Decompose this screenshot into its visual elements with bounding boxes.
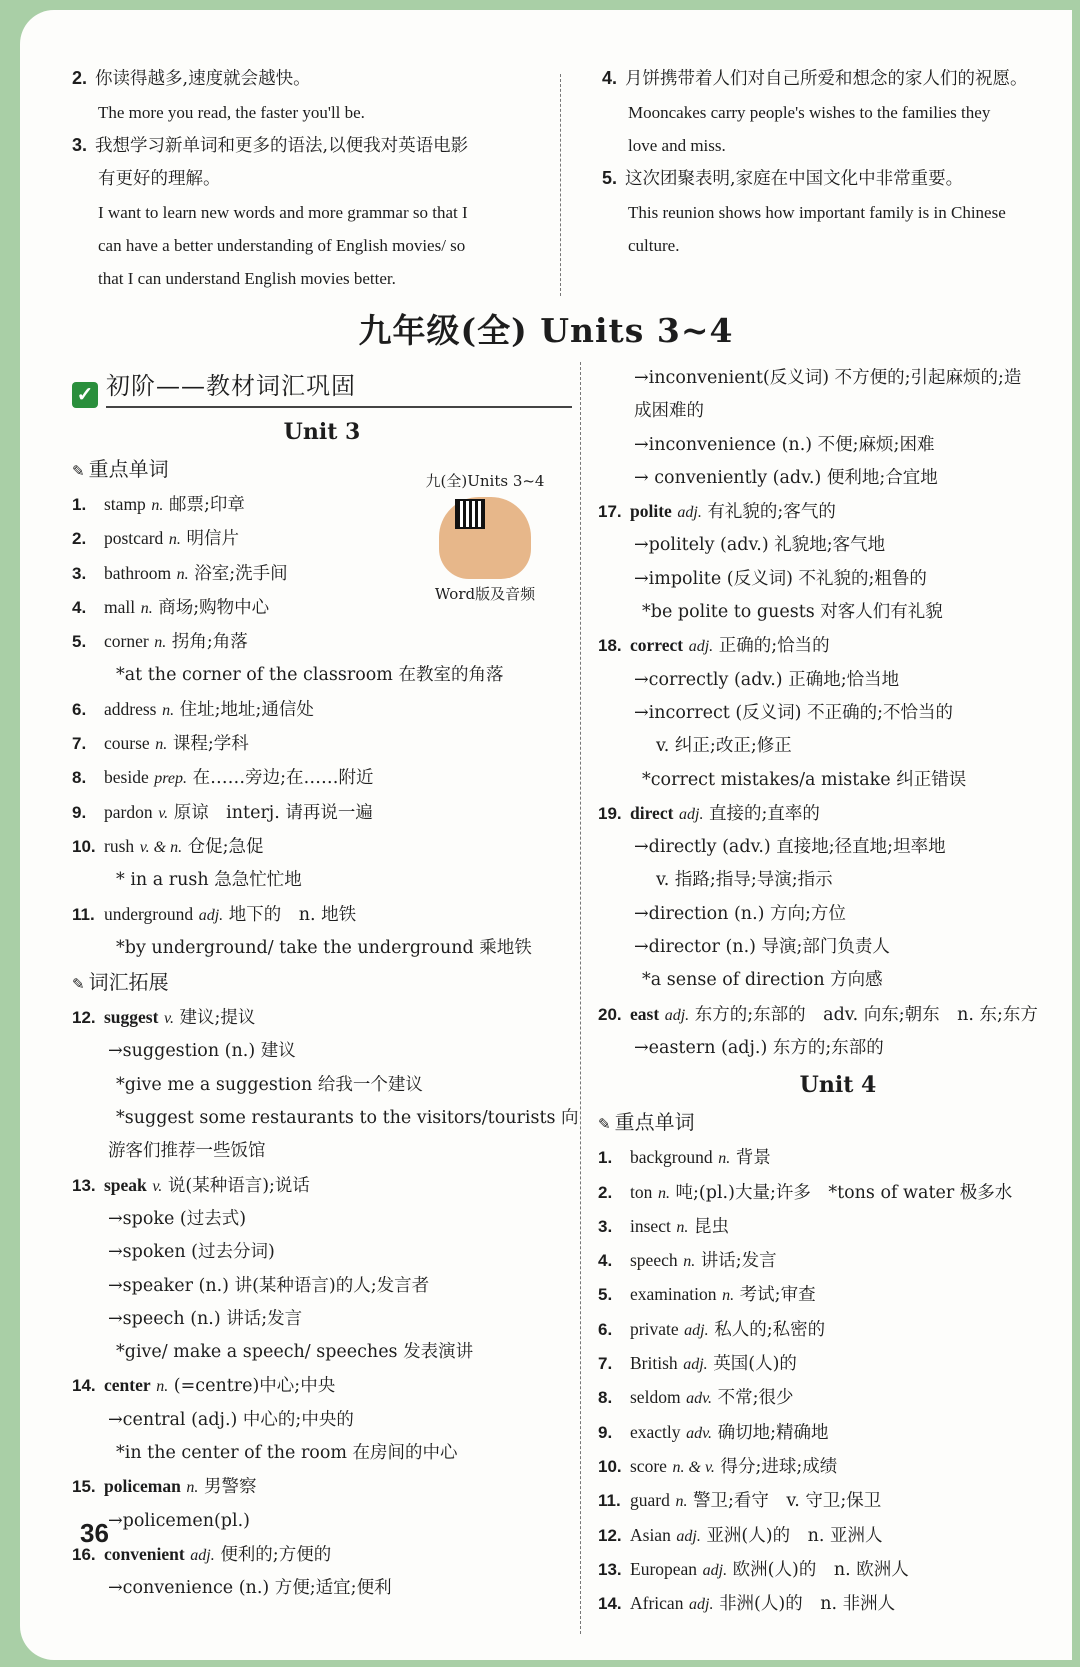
subsection-expand — [72, 965, 572, 1001]
entry-number: 9. — [598, 1422, 613, 1442]
vocab-line — [598, 664, 1078, 697]
vocab-list-unit4 — [598, 1141, 1078, 1621]
entry-meaning: 地下的 n. 地铁 — [228, 904, 357, 925]
vocab-line — [598, 797, 1078, 831]
check-icon: ✓ — [72, 382, 98, 408]
entry-pos: adv. — [686, 1424, 713, 1442]
pen-icon: ✎ — [72, 462, 85, 480]
entry-note: →directly (adv.) 直接地;径直地;坦率地 — [634, 837, 946, 858]
sentence-en: Mooncakes carry people's wishes to the families they — [628, 103, 991, 122]
entry-meaning: 便利的;方便的 — [220, 1544, 332, 1565]
vocab-line — [598, 1450, 1078, 1484]
vocab-line — [598, 764, 1078, 797]
vocab-line — [72, 1270, 572, 1303]
vocab-line — [72, 1001, 572, 1035]
entry-number: 4. — [598, 1251, 613, 1271]
entry-note: *correct mistakes/a mistake 纠正错误 — [642, 769, 967, 790]
vocab-line — [72, 1505, 572, 1538]
vocab-line — [598, 1416, 1078, 1450]
sentence-cn: 这次团聚表明,家庭在中国文化中非常重要。 — [625, 169, 964, 189]
entry-number: 7. — [72, 734, 87, 754]
vocab-line — [598, 563, 1078, 596]
entry-pos: n. — [162, 701, 175, 719]
vocab-line — [598, 1313, 1078, 1347]
sentence-en: can have a better understanding of English movies/ so — [98, 236, 466, 255]
entry-number: 19. — [598, 803, 622, 823]
entry-pos: n. — [657, 1184, 670, 1202]
entry-meaning: (=centre)中心;中央 — [173, 1376, 336, 1397]
entry-number: 20. — [598, 1004, 622, 1024]
entry-meaning: 浴室;洗手间 — [194, 563, 288, 584]
entry-number: 13. — [598, 1559, 622, 1579]
sentence-en: This reunion shows how important family is in Chinese — [628, 203, 1006, 222]
entry-note: →spoken (过去分词) — [108, 1242, 275, 1263]
entry-pos: n. — [176, 565, 189, 583]
entry-word: exactly — [630, 1421, 681, 1442]
sentence-number: 4. — [602, 68, 618, 88]
vocab-line — [72, 1169, 572, 1203]
entry-note: →politely (adv.) 礼貌地;客气地 — [634, 535, 886, 556]
page-title: 九年级(全) Units 3~4 — [358, 311, 734, 350]
entry-number: 3. — [598, 1216, 613, 1236]
vocab-line — [598, 1032, 1078, 1065]
entry-note: →correctly (adv.) 正确地;恰当地 — [634, 669, 900, 690]
entry-note: →incorrect (反义词) 不正确的;不恰当的 — [634, 702, 953, 723]
entry-word: mall — [104, 596, 136, 617]
entry-word: correct — [630, 635, 684, 656]
entry-note: *give/ make a speech/ speeches 发表演讲 — [116, 1342, 474, 1363]
qr-code-icon — [457, 501, 483, 527]
entry-pos: n. — [156, 1378, 169, 1396]
subsection-title: 重点单词 — [88, 457, 169, 481]
vocab-line — [72, 932, 572, 965]
entry-word: background — [630, 1147, 713, 1168]
entry-meaning: 英国(人)的 — [713, 1354, 797, 1375]
entry-word: suggest — [104, 1007, 159, 1028]
section-title: 初阶——教材词汇巩固 — [106, 370, 572, 408]
pen-icon: ✎ — [72, 975, 85, 994]
entry-number: 5. — [72, 632, 87, 652]
entry-note: →central (adj.) 中心的;中央的 — [108, 1409, 354, 1430]
entry-number: 2. — [598, 1182, 613, 1202]
sentence-cn: 有更好的理解。 — [98, 169, 221, 189]
entry-word: polite — [630, 501, 672, 522]
entry-note: 游客们推荐一些饭馆 — [108, 1141, 266, 1162]
entry-pos: n. — [675, 1493, 688, 1511]
entry-meaning: 住址;地址;通信处 — [179, 699, 314, 720]
sentence-en: The more you read, the faster you'll be. — [98, 103, 365, 122]
sentence-5 — [602, 162, 1070, 196]
vocab-line — [598, 1141, 1078, 1175]
right-column — [598, 362, 1078, 1621]
entry-meaning: 考试;审查 — [739, 1285, 816, 1306]
vocab-line — [598, 1519, 1078, 1553]
entry-note: →impolite (反义词) 不礼貌的;粗鲁的 — [634, 568, 927, 589]
entry-pos: n. — [154, 634, 167, 652]
entry-meaning: 课程;学科 — [172, 734, 249, 755]
entry-number: 12. — [598, 1525, 622, 1545]
entry-meaning: 吨;(pl.)大量;许多 *tons of water 极多水 — [675, 1182, 1013, 1203]
entry-number: 8. — [598, 1388, 613, 1408]
page — [20, 10, 1072, 1660]
entry-note: →inconvenience (n.) 不便;麻烦;困难 — [634, 434, 935, 455]
pen-icon: ✎ — [598, 1115, 611, 1134]
entry-number: 1. — [598, 1148, 613, 1168]
entry-pos: adj. — [688, 638, 714, 656]
entry-meaning: 邮票;印章 — [168, 495, 245, 515]
subsection-title: 重点单词 — [614, 1110, 695, 1135]
entry-note: →director (n.) 导演;部门负责人 — [634, 937, 890, 958]
entry-meaning: 明信片 — [186, 529, 239, 550]
entry-word: corner — [104, 631, 149, 652]
entry-meaning: 讲话;发言 — [700, 1251, 777, 1272]
qr-label-bottom: Word版及音频 — [434, 585, 536, 603]
vocab-line — [72, 1369, 572, 1403]
entry-note: *a sense of direction 方向感 — [642, 970, 883, 991]
entry-pos: n. — [140, 599, 153, 617]
vocab-line — [598, 1176, 1078, 1210]
entry-meaning: 正确的;恰当的 — [718, 636, 830, 657]
vocab-line — [598, 596, 1078, 629]
entry-number: 17. — [598, 502, 622, 522]
entry-word: stamp — [104, 494, 146, 514]
entry-pos: n. — [151, 497, 164, 514]
entry-meaning: 不常;很少 — [717, 1388, 794, 1409]
vocab-line — [72, 830, 572, 864]
sentence-cn: 月饼携带着人们对自己所爱和想念的家人们的祝愿。 — [625, 69, 1028, 89]
unit-3-title: Unit 3 — [283, 419, 361, 445]
entry-word: examination — [630, 1284, 717, 1305]
vocab-line — [598, 1210, 1078, 1244]
entry-word: African — [630, 1593, 684, 1614]
vocab-line — [72, 898, 572, 932]
entry-note: v. 指路;指导;导演;指示 — [656, 870, 833, 891]
entry-word: speak — [104, 1174, 147, 1195]
vocab-line — [72, 1470, 572, 1504]
entry-word: bathroom — [104, 562, 172, 583]
sentence-en: that I can understand English movies better. — [98, 269, 396, 288]
entry-word: beside — [104, 767, 149, 788]
qr-block — [410, 470, 560, 603]
entry-number: 3. — [72, 563, 87, 583]
entry-pos: v. — [152, 1177, 163, 1195]
qr-code-bear-icon[interactable] — [439, 497, 531, 579]
entry-pos: adj. — [664, 1006, 690, 1024]
entry-word: speech — [630, 1250, 678, 1271]
vocab-line — [598, 831, 1078, 864]
vocab-line — [598, 462, 1078, 495]
vocab-list-expand — [72, 1001, 579, 1605]
entry-meaning: 背景 — [735, 1148, 771, 1169]
entry-number: 11. — [598, 1491, 621, 1511]
entry-meaning: 私人的;私密的 — [714, 1319, 826, 1340]
entry-word: private — [630, 1318, 679, 1339]
entry-meaning: 直接的;直率的 — [709, 803, 820, 824]
entry-word: insect — [630, 1215, 671, 1236]
entry-note: * in a rush 急急忙忙地 — [116, 870, 302, 891]
entry-note: →direction (n.) 方向;方位 — [634, 903, 846, 924]
vocab-line — [598, 429, 1078, 462]
vocab-line — [72, 1572, 572, 1605]
vocab-line — [72, 864, 572, 897]
vocab-line — [72, 1437, 572, 1470]
entry-word: ton — [630, 1181, 653, 1202]
entry-pos: n. — [722, 1287, 735, 1305]
entry-note: →eastern (adj.) 东方的;东部的 — [634, 1037, 884, 1058]
entry-number: 5. — [598, 1285, 613, 1305]
entry-meaning: 东方的;东部的 adv. 向东;朝东 n. 东;东方 — [694, 1004, 1038, 1025]
entry-word: Asian — [630, 1524, 671, 1545]
sentence-number: 3. — [72, 135, 88, 155]
entry-meaning: 亚洲(人)的 n. 亚洲人 — [706, 1525, 883, 1546]
entry-number: 6. — [598, 1319, 613, 1339]
entry-note: →inconvenient(反义词) 不方便的;引起麻烦的;造 — [634, 368, 1022, 388]
entry-number: 14. — [598, 1594, 622, 1614]
entry-meaning: 男警察 — [203, 1477, 257, 1498]
vocab-line — [598, 1347, 1078, 1381]
entry-number: 4. — [72, 597, 87, 617]
vocab-line — [72, 1538, 572, 1572]
entry-meaning: 警卫;看守 v. 守卫;保卫 — [693, 1491, 882, 1512]
entry-number: 1. — [72, 495, 87, 514]
entry-word: course — [104, 733, 150, 754]
sentence-cn: 我想学习新单词和更多的语法,以便我对英语电影 — [95, 136, 469, 156]
entry-meaning: 非洲(人)的 n. 非洲人 — [719, 1594, 896, 1615]
entry-number: 7. — [598, 1354, 613, 1374]
vocab-line — [598, 1553, 1078, 1587]
vocab-line — [72, 1303, 572, 1336]
entry-pos: n. — [155, 736, 168, 754]
entry-word: British — [630, 1353, 678, 1374]
entry-note: *give me a suggestion 给我一个建议 — [116, 1074, 423, 1095]
vocab-line — [598, 1484, 1078, 1518]
vocab-line — [598, 898, 1078, 931]
sentence-4 — [602, 62, 1070, 96]
entry-word: address — [104, 698, 157, 719]
vocab-line — [598, 931, 1078, 964]
column-divider — [580, 362, 581, 1634]
entry-number: 8. — [72, 768, 87, 788]
vocab-line — [598, 362, 1078, 395]
sentence-number: 5. — [602, 168, 618, 188]
vocab-line — [72, 761, 572, 795]
entry-number: 10. — [72, 836, 96, 856]
vocab-line — [72, 796, 572, 830]
entry-note: 成困难的 — [634, 401, 704, 422]
vocab-line — [72, 1203, 572, 1236]
entry-pos: v. — [158, 804, 169, 822]
entry-word: rush — [104, 835, 135, 856]
entry-word: guard — [630, 1490, 670, 1511]
entry-pos: adj. — [684, 1321, 709, 1339]
entry-note: *in the center of the room 在房间的中心 — [116, 1443, 458, 1464]
entry-pos: n. & v. — [672, 1458, 715, 1476]
entry-note: →spoke (过去式) — [108, 1208, 247, 1229]
sentence-en: I want to learn new words and more grammar so that I — [98, 203, 468, 222]
entry-word: center — [104, 1375, 151, 1396]
vocab-line — [72, 625, 572, 659]
entry-note: → conveniently (adv.) 便利地;合宜地 — [634, 467, 938, 488]
vocab-line — [598, 730, 1078, 763]
vocab-line — [72, 1069, 572, 1102]
entry-word: European — [630, 1558, 698, 1579]
entry-meaning: 昆虫 — [693, 1216, 729, 1237]
entry-pos: n. — [718, 1150, 731, 1168]
vocab-line — [72, 1102, 579, 1135]
entry-number: 2. — [72, 529, 87, 549]
entry-meaning: 仓促;急促 — [187, 836, 264, 857]
vocab-line — [598, 1244, 1078, 1278]
page-number: 36 — [80, 1518, 109, 1548]
entry-meaning: 拐角;角落 — [171, 632, 248, 653]
entry-word: postcard — [104, 528, 164, 549]
vocab-line — [72, 1035, 572, 1068]
vocab-line — [598, 629, 1078, 663]
sentence-cn: 你读得越多,速度就会越快。 — [95, 69, 311, 89]
entry-meaning: 建议;提议 — [179, 1008, 256, 1029]
entry-word: score — [630, 1455, 667, 1476]
translation-section — [72, 62, 1062, 302]
entry-meaning: 原谅 interj. 请再说一遍 — [173, 802, 373, 823]
qr-label-top: 九(全)Units 3~4 — [425, 472, 545, 490]
entry-number: 14. — [72, 1376, 96, 1396]
entry-word: policeman — [104, 1476, 181, 1497]
entry-pos: prep. — [154, 770, 188, 788]
entry-meaning: 在……旁边;在……附近 — [192, 768, 374, 789]
vocab-line — [598, 864, 1078, 897]
vocab-line — [598, 998, 1078, 1032]
entry-pos: adj. — [198, 906, 224, 924]
entry-note: *be polite to guests 对客人们有礼貌 — [642, 602, 943, 623]
entry-note: →convenience (n.) 方便;适宜;便利 — [108, 1578, 392, 1599]
entry-word: convenient — [104, 1543, 185, 1564]
entry-pos: adj. — [702, 1561, 728, 1579]
entry-number: 6. — [72, 699, 87, 719]
entry-meaning: 欧洲(人)的 n. 欧洲人 — [732, 1559, 909, 1580]
vocab-line — [598, 529, 1078, 562]
sentence-en: culture. — [628, 236, 680, 255]
entry-pos: adv. — [686, 1390, 713, 1408]
entry-note: →suggestion (n.) 建议 — [108, 1041, 296, 1062]
vocab-list-continued — [598, 362, 1078, 1065]
unit-4-title: Unit 4 — [799, 1072, 877, 1099]
entry-number: 10. — [598, 1456, 622, 1476]
entry-pos: adj. — [676, 1527, 701, 1545]
entry-number: 13. — [72, 1175, 96, 1195]
vocab-line — [598, 1381, 1078, 1415]
entry-pos: adj. — [689, 1596, 714, 1614]
vocab-line — [72, 727, 572, 761]
sentence-2 — [72, 62, 592, 96]
sentence-en: love and miss. — [628, 136, 726, 155]
entry-word: underground — [104, 903, 194, 924]
entry-note: *at the corner of the classroom 在教室的角落 — [116, 665, 504, 686]
subsection-key-words — [598, 1105, 1078, 1141]
vocab-line — [598, 495, 1078, 529]
entry-pos: n. — [186, 1479, 199, 1497]
entry-pos: adj. — [190, 1546, 215, 1564]
column-divider — [560, 74, 561, 296]
entry-number: 15. — [72, 1477, 96, 1497]
entry-word: east — [630, 1003, 660, 1024]
entry-number: 12. — [72, 1008, 96, 1028]
entry-pos: n. — [676, 1218, 689, 1236]
entry-meaning: 确切地;精确地 — [717, 1422, 829, 1443]
entry-note: →speaker (n.) 讲(某种语言)的人;发言者 — [108, 1275, 430, 1296]
entry-pos: n. — [683, 1253, 696, 1271]
entry-word: seldom — [630, 1387, 681, 1408]
entry-pos: v. & n. — [139, 838, 183, 856]
entry-meaning: 商场;购物中心 — [158, 597, 270, 618]
sentence-number: 2. — [72, 68, 88, 88]
entry-meaning: 得分;进球;成绩 — [720, 1456, 838, 1477]
entry-pos: v. — [164, 1010, 174, 1028]
vocab-line — [72, 1236, 572, 1269]
subsection-title: 词汇拓展 — [88, 970, 169, 995]
entry-pos: adj. — [677, 504, 702, 522]
entry-meaning: 说(某种语言);说话 — [167, 1175, 310, 1196]
vocab-line — [598, 1278, 1078, 1312]
vocab-line — [598, 964, 1078, 997]
entry-number: 16. — [72, 1544, 96, 1564]
translation-right — [602, 62, 1070, 262]
section-banner — [72, 362, 572, 408]
vocab-line — [598, 697, 1078, 730]
translation-left — [72, 62, 592, 295]
entry-note: v. 纠正;改正;修正 — [656, 736, 792, 757]
vocab-line — [598, 395, 1078, 428]
entry-word: pardon — [104, 801, 153, 822]
entry-word: direct — [630, 802, 674, 823]
entry-meaning: 有礼貌的;客气的 — [707, 502, 836, 523]
entry-note: →speech (n.) 讲话;发言 — [108, 1308, 303, 1329]
entry-number: 9. — [72, 802, 87, 822]
entry-pos: adj. — [679, 805, 704, 823]
vocab-line — [72, 1404, 572, 1437]
sentence-3 — [72, 129, 592, 163]
entry-note: *suggest some restaurants to the visitors/tourists 向 — [116, 1108, 579, 1129]
vocab-line — [72, 1135, 572, 1168]
entry-pos: n. — [168, 531, 181, 549]
entry-note: *by underground/ take the underground 乘地铁 — [116, 937, 532, 958]
entry-number: 11. — [72, 904, 95, 924]
vocab-line — [598, 1587, 1078, 1621]
entry-number: 18. — [598, 636, 622, 656]
vocab-line — [72, 1336, 572, 1369]
vocab-line — [72, 659, 572, 692]
vocab-line — [72, 693, 572, 727]
entry-pos: adj. — [683, 1356, 708, 1374]
entry-note: →policemen(pl.) — [108, 1510, 250, 1531]
